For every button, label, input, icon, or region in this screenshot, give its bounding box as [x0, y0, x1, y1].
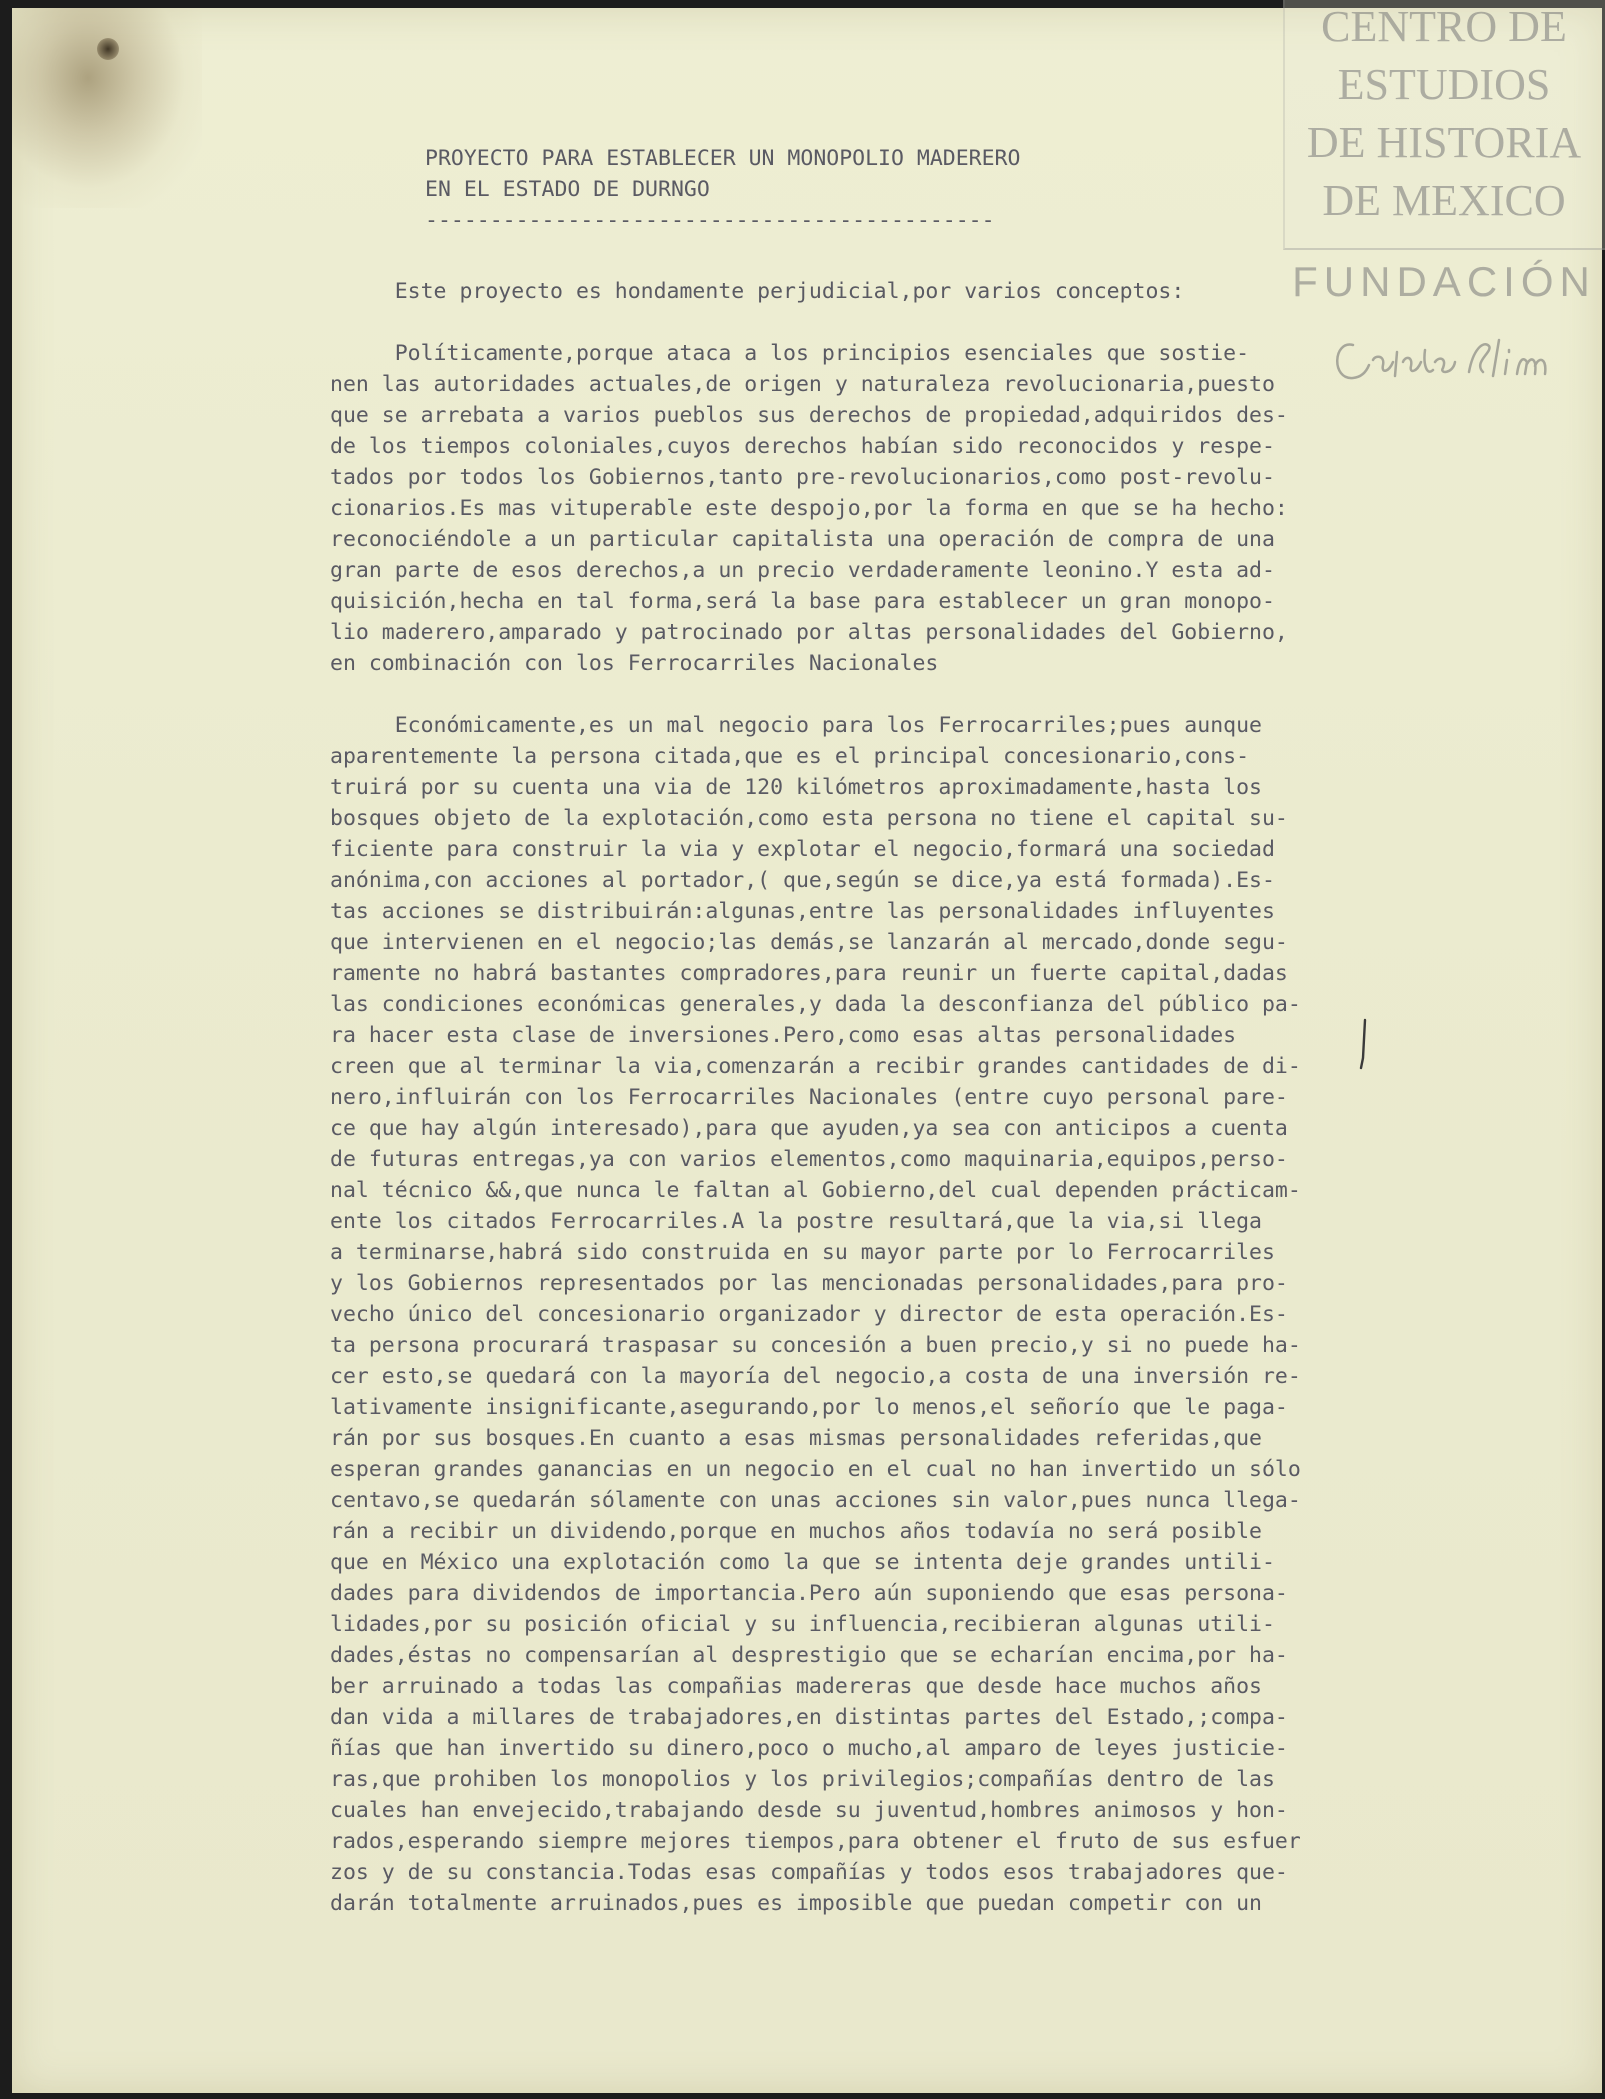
title-line-2: EN EL ESTADO DE DURNGO: [425, 177, 710, 202]
body-line: cuales han envejecido,trabajando desde su juventud,hombres animosos y hon-: [330, 1798, 1288, 1823]
body-line: dan vida a millares de trabajadores,en distintas partes del Estado,;compa-: [330, 1705, 1288, 1730]
body-line: dades,éstas no compensarían al desprestigio que se echarían encima,por ha-: [330, 1643, 1288, 1668]
body-line: gran parte de esos derechos,a un precio verdaderamente leonino.Y esta ad-: [330, 558, 1275, 583]
body-line: nal técnico &&,que nunca le faltan al Gobierno,del cual dependen prácticam-: [330, 1178, 1301, 1203]
stamp-line-3: DE HISTORIA: [1306, 118, 1582, 167]
body-line: ñías que han invertido su dinero,poco o mucho,al amparo de leyes justicie-: [330, 1736, 1288, 1761]
body-line: las condiciones económicas generales,y dada la desconfianza del público pa-: [330, 992, 1301, 1017]
blank-line: [330, 679, 1301, 710]
body-line: ficiente para construir la via y explotar el negocio,formará una sociedad: [330, 837, 1275, 862]
body-line: bosques objeto de la explotación,como esta persona no tiene el capital su-: [330, 806, 1288, 831]
body-line: de futuras entregas,ya con varios elementos,como maquinaria,equipos,perso-: [330, 1147, 1288, 1172]
body-line: ramente no habrá bastantes compradores,para reunir un fuerte capital,dadas: [330, 961, 1288, 986]
body-line: darán totalmente arruinados,pues es imposible que puedan competir con un: [330, 1891, 1262, 1916]
body-line: cer esto,se quedará con la mayoría del negocio,a costa de una inversión re-: [330, 1364, 1301, 1389]
paper-stain-dot: [97, 38, 119, 60]
body-line: Este proyecto es hondamente perjudicial,por varios conceptos:: [330, 279, 1185, 304]
body-line: ce que hay algún interesado),para que ayuden,ya sea con anticipos a cuenta: [330, 1116, 1288, 1141]
body-line: centavo,se quedarán sólamente con unas acciones sin valor,pues nunca llega-: [330, 1488, 1301, 1513]
body-line: lidades,por su posición oficial y su influencia,recibieran algunas utili-: [330, 1612, 1275, 1637]
body-line: lativamente insignificante,asegurando,por lo menos,el señorío que le paga-: [330, 1395, 1288, 1420]
body-line: ra hacer esta clase de inversiones.Pero,como esas altas personalidades: [330, 1023, 1237, 1048]
body-line: lio maderero,amparado y patrocinado por altas personalidades del Gobierno,: [330, 620, 1288, 645]
body-line: anónima,con acciones al portador,( que,según se dice,ya está formada).Es-: [330, 868, 1275, 893]
body-line: rán por sus bosques.En cuanto a esas mismas personalidades referidas,que: [330, 1426, 1262, 1451]
body-line: que se arrebata a varios pueblos sus derechos de propiedad,adquiridos des-: [330, 403, 1288, 428]
body-line: y los Gobiernos representados por las mencionadas personalidades,para pro-: [330, 1271, 1288, 1296]
body-line: zos y de su constancia.Todas esas compañías y todos esos trabajadores que-: [330, 1860, 1288, 1885]
body-line: Económicamente,es un mal negocio para los Ferrocarriles;pues aunque: [330, 713, 1262, 738]
body-line: ente los citados Ferrocarriles.A la postre resultará,que la via,si llega: [330, 1209, 1262, 1234]
body-line: que intervienen en el negocio;las demás,se lanzarán al mercado,donde segu-: [330, 930, 1288, 955]
stamp-line-1: CENTRO DE: [1321, 2, 1567, 51]
body-line: rán a recibir un dividendo,porque en muchos años todavía no será posible: [330, 1519, 1262, 1544]
stamp-line-4: DE MEXICO: [1322, 176, 1566, 225]
stamp-signature-logo: [1323, 310, 1603, 400]
body-line: Políticamente,porque ataca a los principios esenciales que sostie-: [330, 341, 1250, 366]
document-body: [330, 276, 1301, 1919]
body-line: tados por todos los Gobiernos,tanto pre-revolucionarios,como post-revolu-: [330, 465, 1275, 490]
blank-line: [330, 307, 1301, 338]
body-line: creen que al terminar la via,comenzarán a recibir grandes cantidades de di-: [330, 1054, 1301, 1079]
body-line: reconociéndole a un particular capitalista una operación de compra de una: [330, 527, 1275, 552]
title-line-1: PROYECTO PARA ESTABLECER UN MONOPOLIO MADERERO: [425, 146, 1021, 171]
stamp-fundacion: FUNDACIÓN: [1292, 258, 1596, 305]
title-rule: --------------------------------------------: [425, 208, 995, 233]
body-line: dades para dividendos de importancia.Pero aún suponiendo que esas persona-: [330, 1581, 1288, 1606]
body-line: a terminarse,habrá sido construida en su mayor parte por lo Ferrocarriles: [330, 1240, 1275, 1265]
body-line: ber arruinado a todas las compañias madereras que desde hace muchos años: [330, 1674, 1262, 1699]
body-line: que en México una explotación como la que se intenta deje grandes untili-: [330, 1550, 1275, 1575]
stamp-line-2: ESTUDIOS: [1337, 60, 1551, 109]
body-line: nero,influirán con los Ferrocarriles Nacionales (entre cuyo personal pare-: [330, 1085, 1288, 1110]
body-line: aparentemente la persona citada,que es el principal concesionario,cons-: [330, 744, 1250, 769]
body-line: tas acciones se distribuirán:algunas,entre las personalidades influyentes: [330, 899, 1275, 924]
body-line: ta persona procurará traspasar su concesión a buen precio,y si no puede ha-: [330, 1333, 1301, 1358]
body-line: cionarios.Es mas vituperable este despojo,por la forma en que se ha hecho:: [330, 496, 1288, 521]
body-line: nen las autoridades actuales,de origen y naturaleza revolucionaria,puesto: [330, 372, 1275, 397]
archive-stamp: [1283, 0, 1605, 400]
body-line: vecho único del concesionario organizador y director de esta operación.Es-: [330, 1302, 1288, 1327]
body-line: ras,que prohiben los monopolios y los privilegios;compañías dentro de las: [330, 1767, 1275, 1792]
pen-mark: [1358, 1018, 1372, 1070]
body-line: esperan grandes ganancias en un negocio en el cual no han invertido un sólo: [330, 1457, 1301, 1482]
body-line: truirá por su cuenta una via de 120 kilómetros aproximadamente,hasta los: [330, 775, 1262, 800]
body-line: de los tiempos coloniales,cuyos derechos habían sido reconocidos y respe-: [330, 434, 1275, 459]
body-line: rados,esperando siempre mejores tiempos,para obtener el fruto de sus esfuer: [330, 1829, 1301, 1854]
body-line: quisición,hecha en tal forma,será la base para establecer un gran monopo-: [330, 589, 1275, 614]
body-line: en combinación con los Ferrocarriles Nacionales: [330, 651, 939, 676]
document-title: [425, 143, 1020, 236]
